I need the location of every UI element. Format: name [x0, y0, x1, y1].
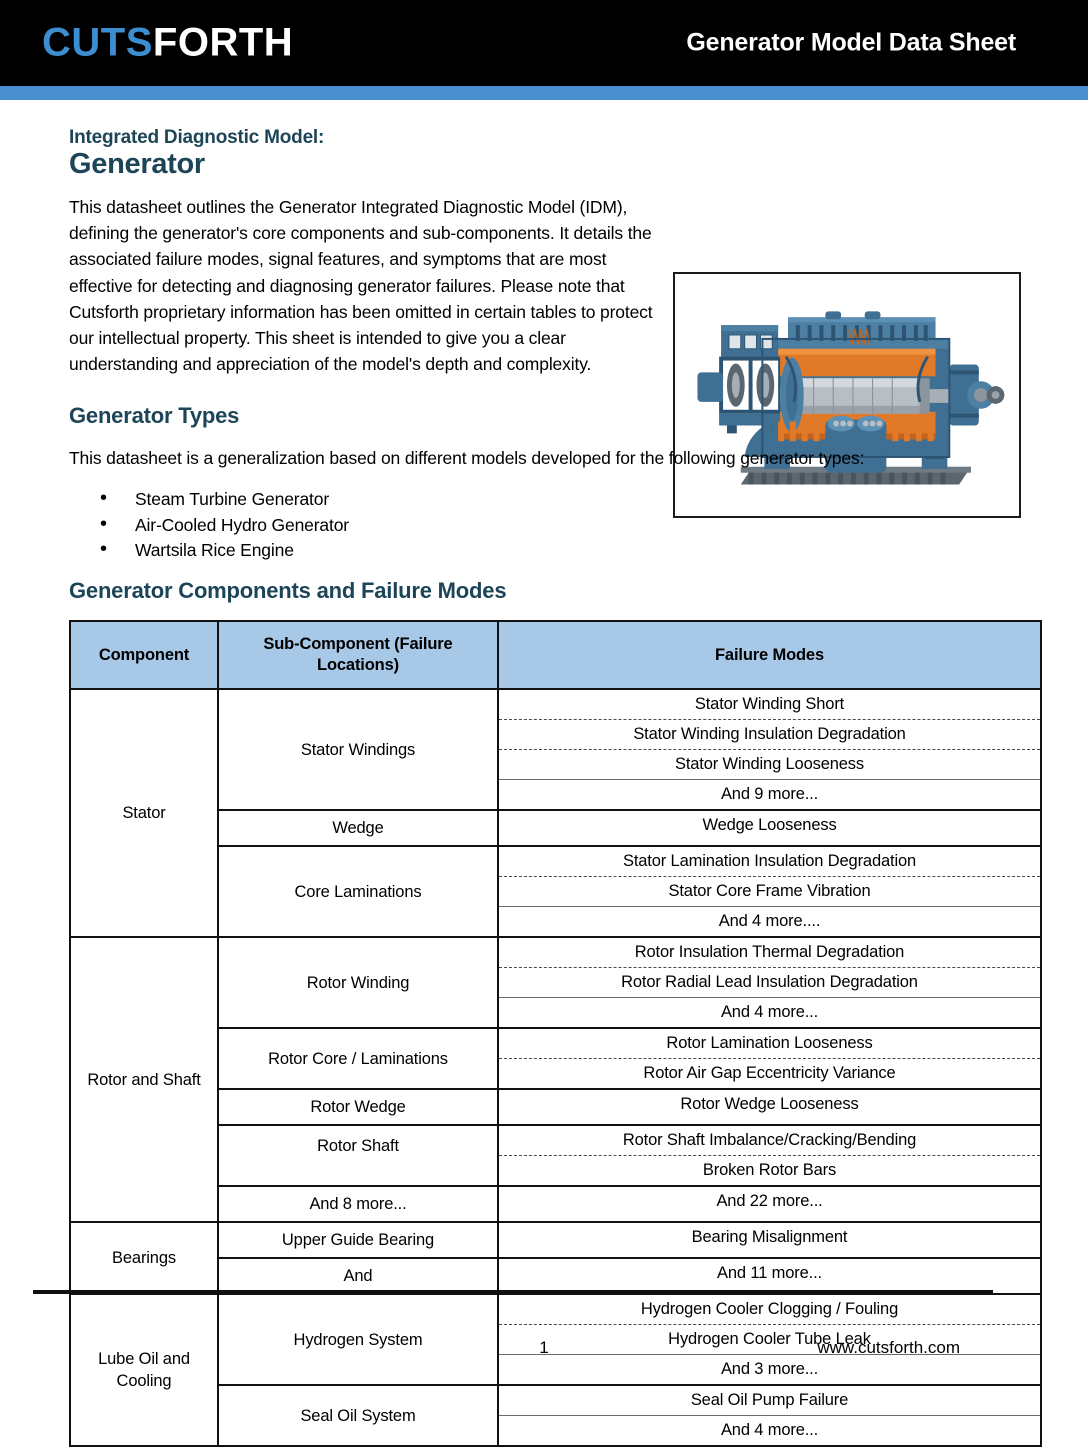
- list-item: • Wartsila Rice Engine: [100, 538, 349, 564]
- failure-modes-cell: [498, 1186, 1041, 1222]
- generator-types-lead: This datasheet is a generalization based on different models developed for the following generator types:: [69, 448, 865, 468]
- table-header-row: [70, 621, 1041, 689]
- failure-mode-item: Rotor Wedge Looseness: [680, 1095, 859, 1113]
- failure-mode-item: Bearing Misalignment: [691, 1228, 848, 1246]
- failure-mode-item: Stator Winding Short: [499, 690, 1040, 720]
- sub-component-cell: Seal Oil System: [218, 1385, 498, 1446]
- table-row: [70, 1222, 1041, 1258]
- failure-modes-cell: [498, 937, 1041, 1028]
- component-cell: Bearings: [70, 1222, 218, 1294]
- sub-component-cell: Rotor Winding: [218, 937, 498, 1028]
- sub-component-cell: Stator Windings: [218, 689, 498, 810]
- intro-paragraph: This datasheet outlines the Generator Integrated Diagnostic Model (IDM), defining the generator's core components and sub-components. It details the associated failure modes, signal features, and symptoms that are most effective for detecting and diagnosing generator failures. Please note that Cutsforth proprietary information has been omitted in certain tables to protect our intellectual property. This sheet is intended to give you a clear understanding and appreciation of the model's depth and complexity.: [69, 197, 653, 375]
- table-row: [70, 689, 1041, 810]
- sub-component-cell: And 8 more...: [218, 1186, 498, 1222]
- table-row: [70, 937, 1041, 1028]
- column-header-component: Component: [70, 621, 218, 689]
- header-accent-bar: [0, 86, 1088, 100]
- section-heading-components-failure-modes: Generator Components and Failure Modes: [69, 578, 507, 603]
- failure-mode-item: Stator Winding Looseness: [499, 750, 1040, 780]
- footer-divider: [33, 1290, 993, 1294]
- failure-modes-cell: [498, 1222, 1041, 1258]
- component-cell: Rotor and Shaft: [70, 937, 218, 1222]
- failure-mode-item: And 3 more...: [720, 1360, 819, 1378]
- failure-modes-cell: [498, 689, 1041, 810]
- failure-mode-item: Hydrogen Cooler Tube Leak: [499, 1325, 1040, 1355]
- sub-component-cell: Wedge: [218, 810, 498, 846]
- sub-component-cell: Core Laminations: [218, 846, 498, 937]
- failure-modes-cell: [498, 1385, 1041, 1446]
- column-header-sub-component: Sub-Component (Failure Locations): [218, 621, 498, 689]
- failure-mode-item: Rotor Air Gap Eccentricity Variance: [643, 1064, 896, 1082]
- sub-component-cell: Rotor Shaft: [218, 1125, 498, 1186]
- footer-website-link[interactable]: www.cutsforth.com: [817, 1338, 960, 1357]
- failure-mode-item: Hydrogen Cooler Clogging / Fouling: [499, 1295, 1040, 1325]
- failure-mode-item: And 4 more...: [720, 1003, 819, 1021]
- failure-modes-cell: [498, 1125, 1041, 1186]
- failure-modes-cell: [498, 810, 1041, 846]
- component-cell: Stator: [70, 689, 218, 937]
- generator-cutaway-image: [673, 272, 1021, 518]
- section-heading-generator-types: Generator Types: [69, 403, 240, 428]
- failure-mode-item: Seal Oil Pump Failure: [499, 1386, 1040, 1416]
- failure-mode-item: Rotor Shaft Imbalance/Cracking/Bending: [499, 1126, 1040, 1156]
- failure-mode-item: Wedge Looseness: [702, 816, 837, 834]
- failure-modes-cell: [498, 1028, 1041, 1089]
- generator-types-list: [100, 487, 349, 564]
- sub-component-cell: Upper Guide Bearing: [218, 1222, 498, 1258]
- sub-component-cell: And: [218, 1258, 498, 1294]
- document-eyebrow: Integrated Diagnostic Model:: [69, 127, 325, 148]
- failure-mode-item: And 22 more...: [716, 1192, 823, 1210]
- failure-mode-item: Stator Lamination Insulation Degradation: [499, 847, 1040, 877]
- page-title: Generator: [69, 148, 205, 180]
- list-item: • Steam Turbine Generator: [100, 487, 349, 513]
- list-item: • Air-Cooled Hydro Generator: [100, 513, 349, 539]
- failure-mode-item: Stator Winding Insulation Degradation: [499, 720, 1040, 750]
- failure-mode-item: Rotor Radial Lead Insulation Degradation: [499, 968, 1040, 998]
- component-cell: Lube Oil and Cooling: [70, 1294, 218, 1446]
- failure-mode-item: Rotor Insulation Thermal Degradation: [499, 938, 1040, 968]
- sub-component-cell: Rotor Core / Laminations: [218, 1028, 498, 1089]
- sub-component-cell: Hydrogen System: [218, 1294, 498, 1385]
- column-header-failure-modes: Failure Modes: [498, 621, 1041, 689]
- page-number: 1: [539, 1338, 549, 1357]
- failure-modes-cell: [498, 846, 1041, 937]
- failure-mode-item: And 4 more....: [718, 912, 821, 930]
- failure-mode-item: And 4 more...: [720, 1421, 819, 1439]
- failure-mode-item: And 11 more...: [717, 1264, 822, 1282]
- failure-mode-item: Broken Rotor Bars: [702, 1161, 837, 1179]
- failure-modes-cell: [498, 1258, 1041, 1294]
- sub-component-cell: Rotor Wedge: [218, 1089, 498, 1125]
- components-failure-modes-table: [69, 620, 1042, 1447]
- failure-mode-item: Rotor Lamination Looseness: [499, 1029, 1040, 1059]
- header-title: Generator Model Data Sheet: [686, 28, 1016, 57]
- brand-logo: [42, 21, 293, 66]
- failure-modes-cell: [498, 1089, 1041, 1125]
- failure-mode-item: Stator Core Frame Vibration: [499, 877, 1040, 907]
- page-header: [0, 0, 1088, 86]
- table-body: [70, 689, 1041, 1446]
- failure-mode-item: And 9 more...: [720, 785, 819, 803]
- logo-text-primary: CUTS: [42, 20, 153, 65]
- logo-text-secondary: FORTH: [152, 20, 294, 65]
